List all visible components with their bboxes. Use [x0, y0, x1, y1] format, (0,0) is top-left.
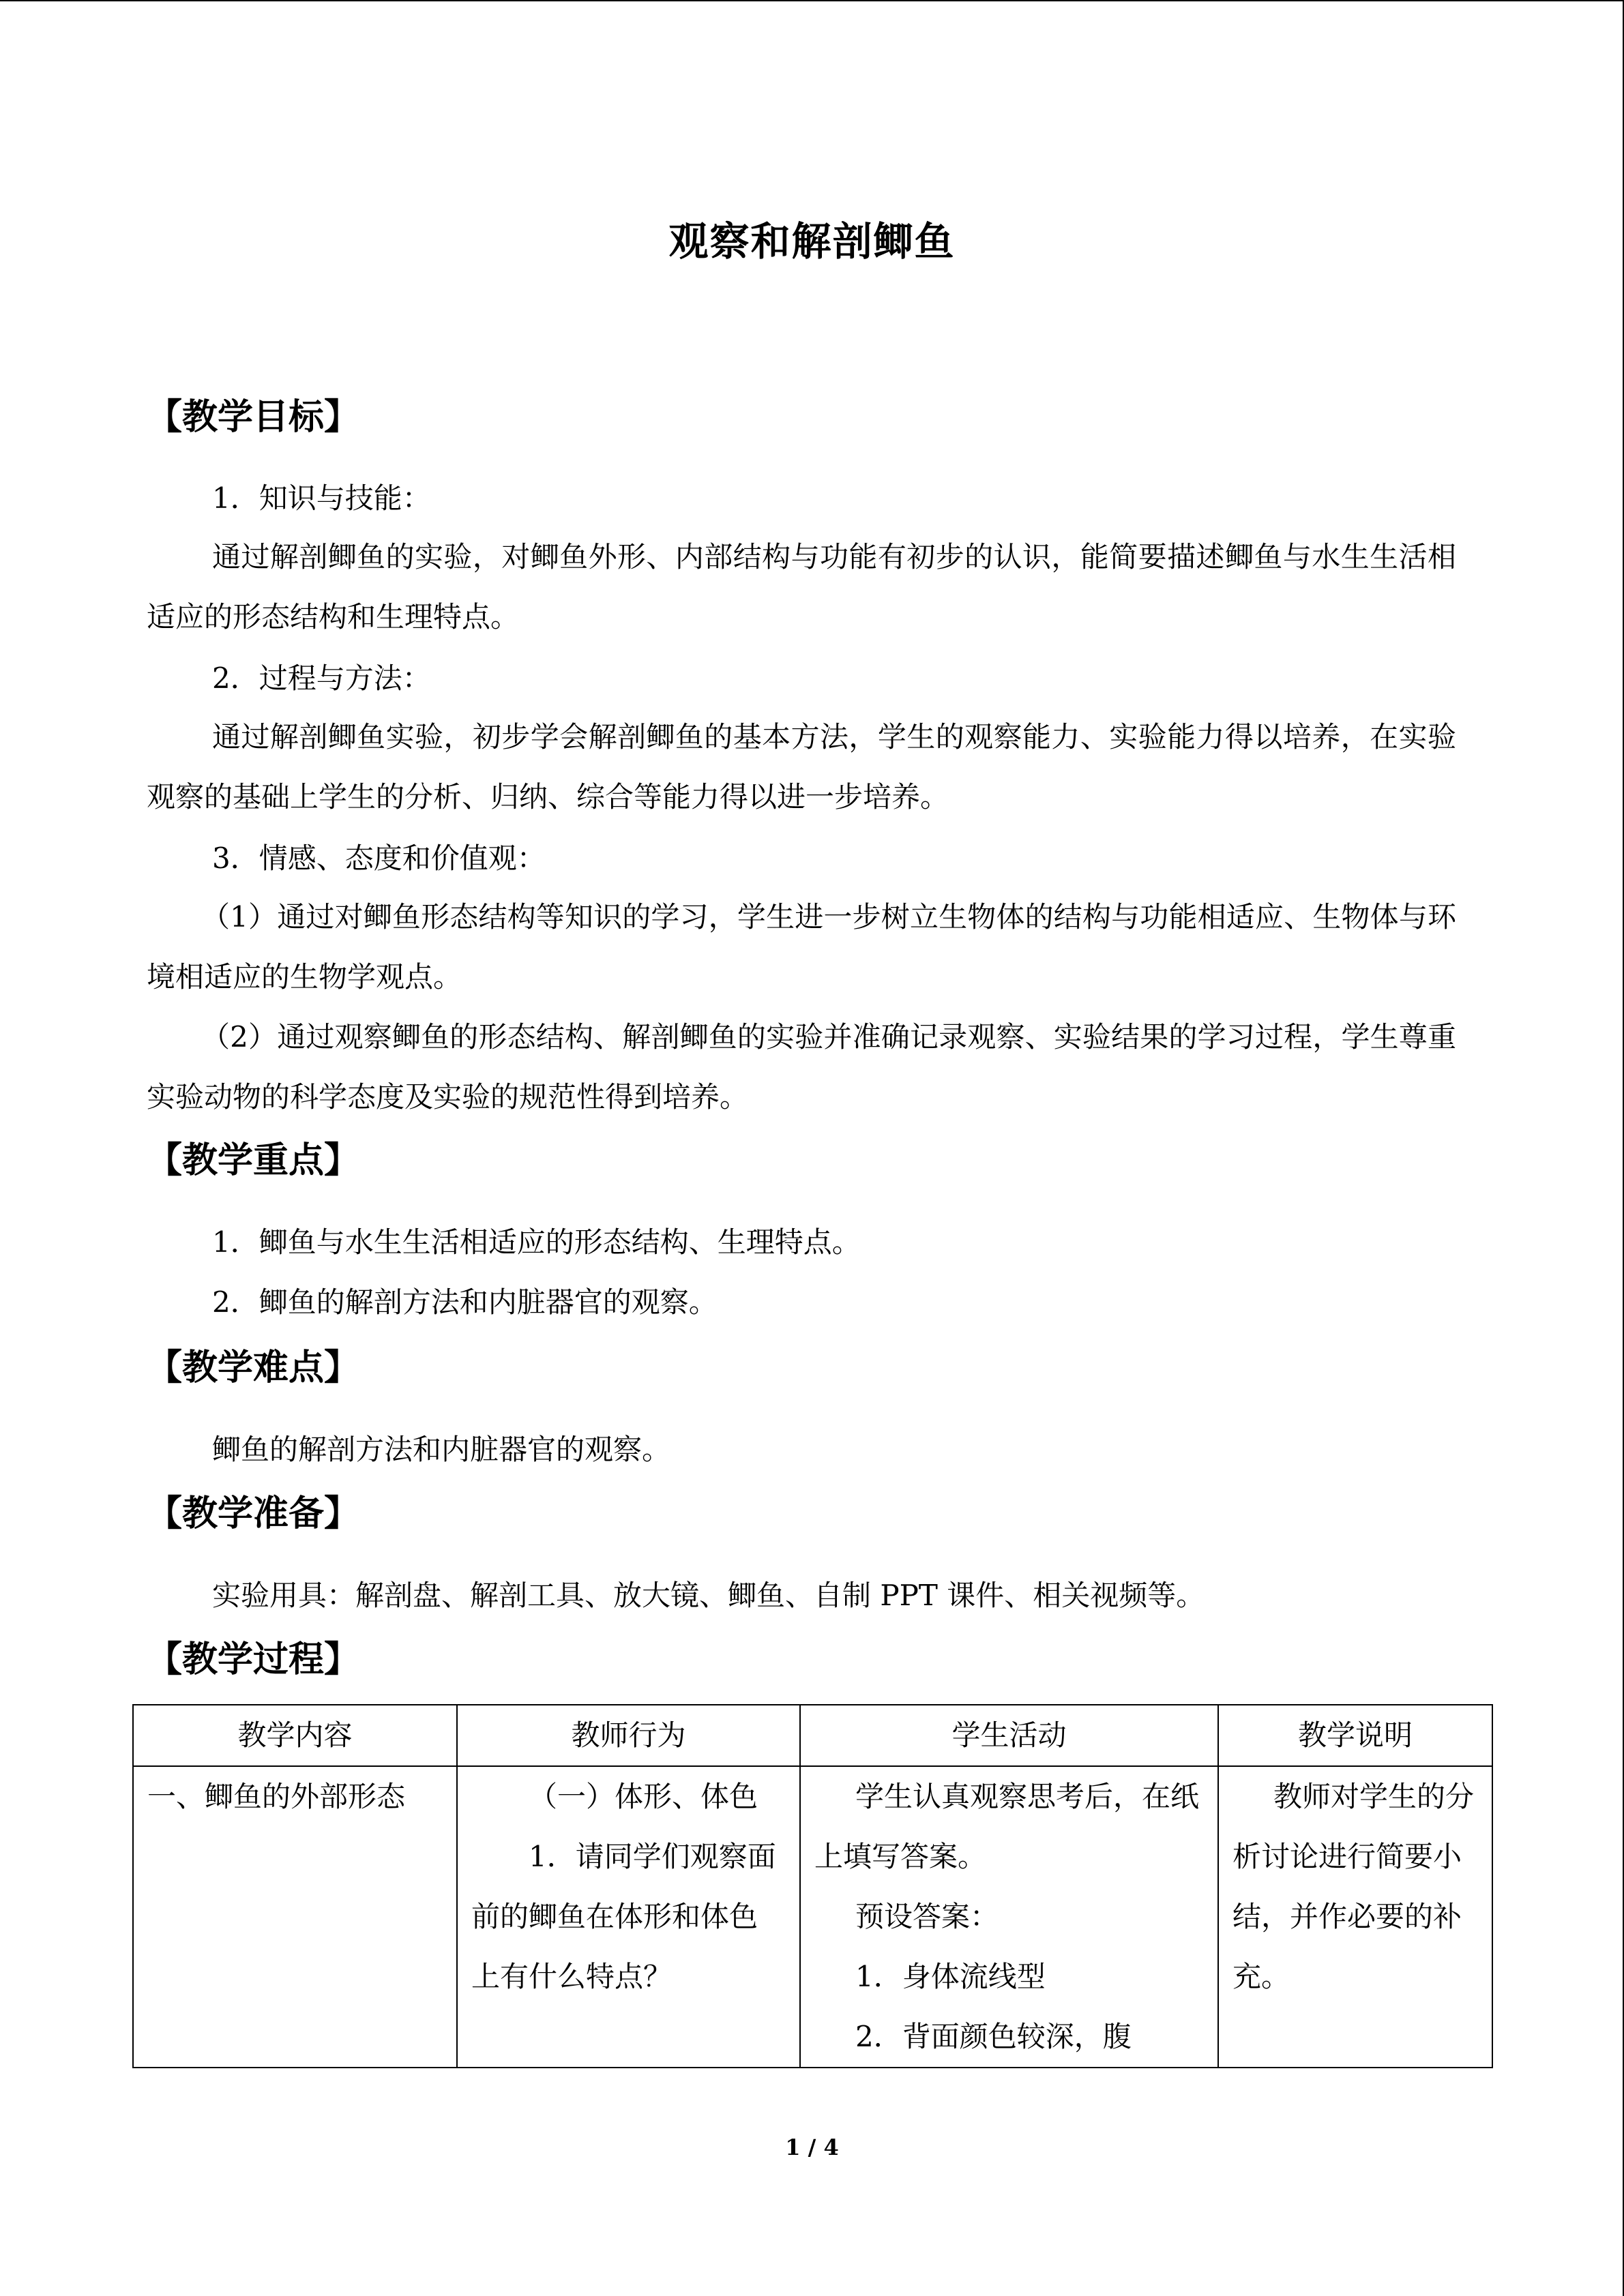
- goal-1-text: 通过解剖鲫鱼的实验，对鲫鱼外形、内部结构与功能有初步的认识，能简要描述鲫鱼与水生生活相适应的形态结构和生理特点。: [147, 540, 1456, 633]
- student-intro: 学生认真观察思考后，在纸上填写答案。: [814, 1780, 1200, 1873]
- heading-teaching-goals: 【教学目标】: [147, 397, 360, 438]
- cell-content: [133, 1766, 457, 2068]
- notes-text: 教师对学生的分析讨论进行简要小结，并作必要的补充。: [1232, 1780, 1475, 1993]
- teacher-part-2: 1．请同学们观察面前的鲫鱼在体形和体色上有什么特点？: [471, 1840, 776, 1993]
- cell-notes: [1218, 1766, 1492, 2068]
- difficulty-text: 鲫鱼的解剖方法和内脏器官的观察。: [212, 1433, 671, 1466]
- goal-2-text: 通过解剖鲫鱼实验，初步学会解剖鲫鱼的基本方法，学生的观察能力、实验能力得以培养，在实验观察的基础上学生的分析、归纳、综合等能力得以进一步培养。: [147, 720, 1456, 814]
- heading-key-points: 【教学重点】: [147, 1140, 360, 1181]
- heading-teaching-process: 【教学过程】: [147, 1639, 360, 1680]
- cell-teacher: [457, 1766, 800, 2068]
- student-preset-label: 预设答案：: [855, 1900, 999, 1933]
- cell-content-text: 一、鲫鱼的外部形态: [147, 1780, 406, 1813]
- teacher-part-1: （一）体形、体色: [529, 1780, 758, 1813]
- student-answer-1: 1．身体流线型: [855, 1960, 1046, 1993]
- table-row: [133, 1766, 1492, 2068]
- goal-3-sub-2: （2）通过观察鲫鱼的形态结构、解剖鲫鱼的实验并准确记录观察、实验结果的学习过程，学生尊重实验动物的科学态度及实验的规范性得到培养。: [147, 1020, 1456, 1114]
- key-point-2: 2．鲫鱼的解剖方法和内脏器官的观察。: [212, 1285, 718, 1319]
- header-teacher-behavior: 教师行为: [457, 1705, 800, 1766]
- goal-1-label: 1．知识与技能：: [212, 481, 431, 515]
- header-student-activity: 学生活动: [800, 1705, 1218, 1766]
- cell-student: [800, 1766, 1218, 2068]
- header-teaching-notes: 教学说明: [1218, 1705, 1492, 1766]
- preparation-text: 实验用具：解剖盘、解剖工具、放大镜、鲫鱼、自制 PPT 课件、相关视频等。: [212, 1579, 1205, 1612]
- table-header-row: [133, 1705, 1492, 1766]
- teaching-process-table: [132, 1704, 1493, 2068]
- header-teaching-content: 教学内容: [133, 1705, 457, 1766]
- student-answer-2: 2．背面颜色较深，腹: [855, 2020, 1132, 2053]
- page-number: 1 / 4: [785, 2134, 839, 2160]
- heading-difficulties: 【教学难点】: [147, 1347, 360, 1388]
- heading-preparation: 【教学准备】: [147, 1493, 360, 1534]
- goal-3-label: 3．情感、态度和价值观：: [212, 841, 546, 875]
- document-title: 观察和解剖鲫鱼: [668, 218, 956, 265]
- goal-2-label: 2．过程与方法：: [212, 661, 431, 695]
- goal-3-sub-1: （1）通过对鲫鱼形态结构等知识的学习，学生进一步树立生物体的结构与功能相适应、生物体与环境相适应的生物学观点。: [147, 900, 1456, 994]
- key-point-1: 1．鲫鱼与水生生活相适应的形态结构、生理特点。: [212, 1225, 861, 1259]
